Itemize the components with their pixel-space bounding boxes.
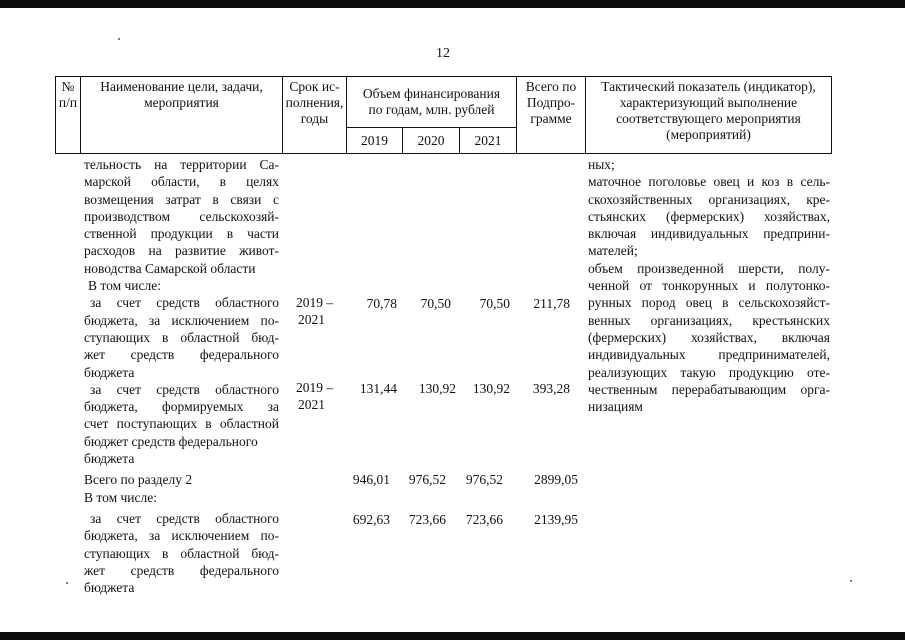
- scan-speck: [66, 582, 68, 584]
- header-year-2019: 2019: [361, 133, 388, 148]
- name-line: ступающих в областной бюд-: [84, 329, 279, 345]
- indicator-line: включая индивидуальных предприни-: [588, 226, 830, 242]
- indicator-line: венных организациях, крестьянских: [588, 312, 830, 328]
- value-total: 393,28: [532, 381, 570, 396]
- name-line: бюджета: [84, 364, 135, 380]
- indicator-line: низациям: [588, 399, 643, 415]
- name-line: В том числе:: [84, 489, 157, 505]
- name-line: бюджета: [84, 580, 135, 596]
- value-2019: 131,44: [359, 381, 397, 396]
- indicator-line: маточное поголовье овец и коз в сель-: [588, 174, 830, 190]
- name-column: [84, 156, 279, 596]
- indicator-line: стьянских (фермерских) хозяйствах,: [588, 208, 830, 224]
- value-total: 2139,95: [534, 512, 578, 527]
- term-cell: 2019 – 2021: [296, 295, 334, 328]
- value-2020: 130,92: [418, 381, 456, 396]
- page-number: 12: [436, 46, 450, 61]
- value-2021: 723,66: [465, 512, 503, 527]
- indicator-line: индивидуальных предпринимателей,: [588, 347, 830, 363]
- name-line: за счет средств областного: [90, 510, 279, 526]
- value-2019: 70,78: [366, 296, 397, 311]
- header-year-2021: 2021: [474, 133, 502, 148]
- name-line: ственной продукции в части: [84, 226, 279, 242]
- scan-edge-bottom: [0, 632, 905, 640]
- value-total: 211,78: [533, 296, 570, 311]
- name-line: ступающих в областной бюд-: [84, 545, 279, 561]
- scan-speck: [850, 580, 852, 582]
- indicator-line: ных;: [588, 157, 615, 172]
- scan-edge-top: [0, 0, 905, 8]
- name-line: новодства Самарской области: [84, 260, 256, 276]
- name-line: счет поступающих в областной: [84, 416, 279, 432]
- indicator-line: объем произведенной шерсти, полу-: [588, 260, 830, 276]
- name-line: бюджета: [84, 451, 135, 467]
- name-line: расходов на развитие живот-: [84, 243, 279, 259]
- indicator-line: чественным перерабатывающим орга-: [588, 381, 830, 397]
- value-2020: 723,66: [408, 512, 446, 527]
- value-2019: 946,01: [352, 472, 390, 487]
- value-2021: 976,52: [465, 472, 503, 487]
- header-indicator-cell: Тактический показатель (индикатор), характеризующий выполнение соответствующего мероприятия (мероприятий): [601, 79, 816, 142]
- indicator-line: реализующих такую продукцию оте-: [588, 364, 830, 380]
- indicator-line: (фермерских) хозяйствах, включая: [588, 329, 830, 345]
- indicator-line: мателей;: [588, 243, 638, 259]
- indicator-line: скохозяйственных организациях, кре-: [588, 191, 830, 207]
- name-line: тельность на территории Са-: [84, 157, 279, 172]
- name-line: жет средств федерального: [84, 562, 279, 578]
- header-funding-cell: Объем финансирования по годам, млн. рублей: [362, 86, 501, 117]
- value-total: 2899,05: [534, 472, 578, 487]
- name-line: жет средств федерального: [84, 347, 279, 363]
- name-line: за счет средств областного: [90, 295, 279, 311]
- header-term-cell: Срок ис- полнения, годы: [285, 79, 344, 126]
- name-line: бюджет средств федерального: [84, 433, 258, 449]
- value-2019: 692,63: [352, 512, 390, 527]
- name-line: возмещения затрат в связи с: [84, 191, 279, 207]
- value-2020: 70,50: [420, 296, 451, 311]
- value-2021: 130,92: [472, 381, 510, 396]
- indicator-column: [588, 156, 830, 415]
- name-line: производством сельскохозяй-: [84, 208, 279, 224]
- header-total-cell: Всего по Подпро- грамме: [525, 79, 577, 126]
- scan-speck: [118, 38, 120, 40]
- header-name-cell: Наименование цели, задачи, мероприятия: [100, 79, 263, 110]
- name-line: В том числе:: [88, 278, 161, 294]
- name-line: бюджета, за исключением по-: [84, 528, 279, 544]
- value-2021: 70,50: [479, 296, 510, 311]
- indicator-line: рунных пород овец в сельскохозяйст-: [588, 295, 830, 311]
- name-line: Всего по разделу 2: [84, 472, 193, 488]
- indicator-line: ченной от тонкорунных и полутонко-: [588, 278, 830, 294]
- name-line: марской области, в целях: [84, 174, 279, 190]
- value-2020: 976,52: [408, 472, 446, 487]
- term-cell: 2019 – 2021: [296, 380, 334, 413]
- name-line: за счет средств областного: [90, 381, 279, 397]
- name-line: бюджета, за исключением по-: [84, 312, 279, 328]
- header-number-cell: № п/п: [58, 79, 78, 110]
- header-year-2020: 2020: [417, 133, 445, 148]
- name-line: бюджета, формируемых за: [84, 399, 279, 415]
